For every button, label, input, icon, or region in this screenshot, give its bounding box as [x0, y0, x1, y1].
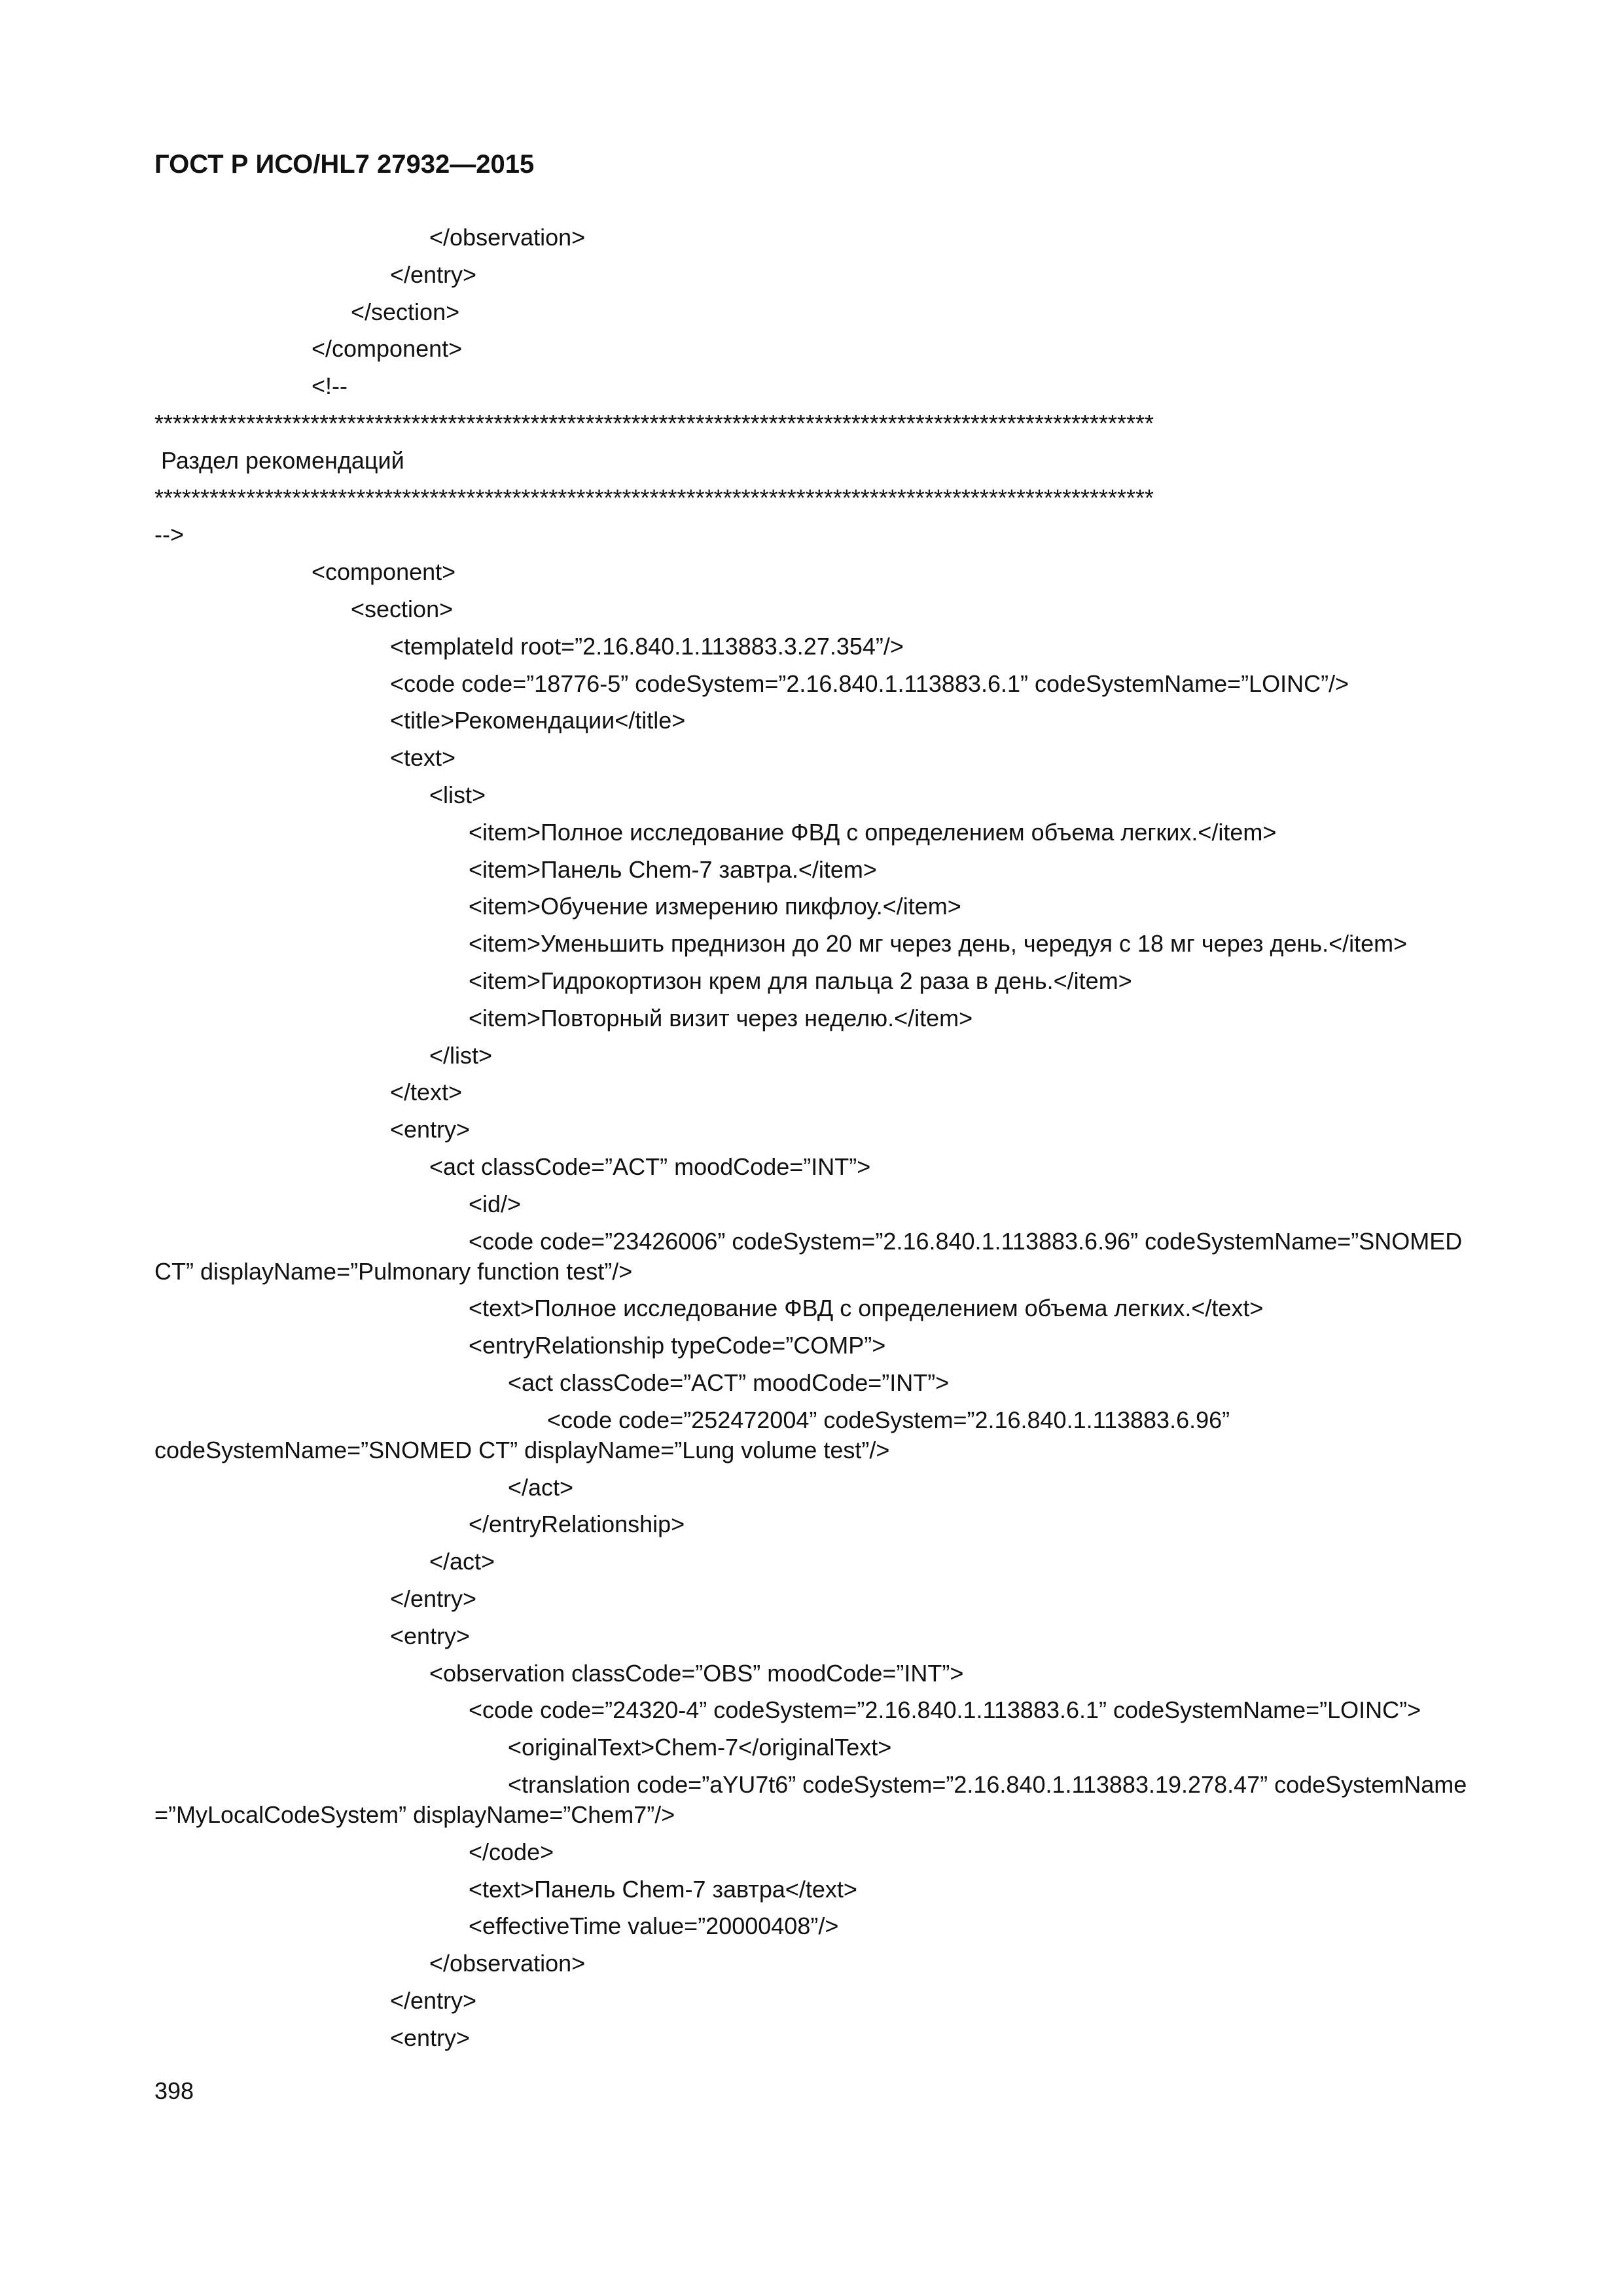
code-line: <text>Панель Chem-7 завтра</text>: [469, 1875, 857, 1903]
code-line: <effectiveTime value=”20000408”/>: [469, 1912, 839, 1940]
code-line: CT” displayName=”Pulmonary function test”/>: [154, 1257, 633, 1285]
code-line: </act>: [429, 1548, 495, 1575]
code-line: <code code=”18776-5” codeSystem=”2.16.840.1.113883.6.1” codeSystemName=”LOINC”/>: [390, 670, 1349, 697]
document-header: ГОСТ Р ИСО/HL7 27932—2015: [154, 150, 535, 179]
code-line: <item>Гидрокортизон крем для пальца 2 раза в день.</item>: [469, 967, 1132, 994]
code-line: </section>: [351, 298, 460, 325]
code-line: Раздел рекомендаций: [154, 446, 404, 474]
code-line: </text>: [390, 1079, 463, 1106]
code-line: <code code=”252472004” codeSystem=”2.16.840.1.113883.6.96”: [547, 1406, 1230, 1433]
code-line: <act classCode=”ACT” moodCode=”INT”>: [508, 1369, 950, 1396]
code-line: <list>: [429, 781, 486, 808]
code-line: </observation>: [429, 1950, 586, 1977]
code-line: </component>: [312, 335, 463, 363]
code-line: <component>: [312, 558, 456, 586]
code-line: codeSystemName=”SNOMED CT” displayName=”Lung volume test”/>: [154, 1436, 890, 1463]
code-line: <id/>: [469, 1190, 522, 1217]
code-line: <title>Рекомендации</title>: [390, 707, 686, 734]
code-line: </act>: [508, 1473, 574, 1501]
code-line: <item>Повторный визит через неделю.</item>: [469, 1004, 973, 1031]
code-line: -->: [154, 521, 184, 548]
code-line: <templateId root=”2.16.840.1.113883.3.27.354”/>: [390, 632, 904, 660]
code-line: <code code=”23426006” codeSystem=”2.16.840.1.113883.6.96” codeSystemName=”SNOMED: [469, 1227, 1463, 1255]
code-line: <observation classCode=”OBS” moodCode=”INT”>: [429, 1659, 964, 1687]
code-line: <entry>: [390, 1116, 471, 1143]
code-line: <item>Полное исследование ФВД с определением объема легких.</item>: [469, 818, 1277, 846]
code-line: <entry>: [390, 1622, 471, 1649]
code-line: </list>: [429, 1041, 493, 1069]
code-line: <code code=”24320-4” codeSystem=”2.16.840.1.113883.6.1” codeSystemName=”LOINC”>: [469, 1696, 1421, 1724]
code-line: </entry>: [390, 1987, 477, 2014]
code-line: <translation code=”aYU7t6” codeSystem=”2.16.840.1.113883.19.278.47” codeSystemName: [508, 1771, 1467, 1798]
code-line: <act classCode=”ACT” moodCode=”INT”>: [429, 1153, 871, 1180]
code-line: <text>Полное исследование ФВД с определением объема легких.</text>: [469, 1295, 1264, 1322]
code-line: </entryRelationship>: [469, 1511, 685, 1538]
code-line: <text>: [390, 744, 456, 772]
code-line: <entry>: [390, 2024, 471, 2051]
code-line: <section>: [351, 596, 454, 622]
code-line: </observation>: [429, 224, 586, 251]
code-line: <!--: [312, 372, 348, 400]
code-line: <item>Обучение измерению пикфлоу.</item>: [469, 893, 961, 920]
code-line: </entry>: [390, 260, 477, 288]
page-number: 398: [154, 2077, 194, 2104]
code-line: <item>Панель Chem-7 завтра.</item>: [469, 855, 877, 883]
code-line: <item>Уменьшить преднизон до 20 мг через день, чередуя с 18 мг через день.</item>: [469, 930, 1408, 958]
code-line: <originalText>Chem-7</originalText>: [508, 1734, 892, 1761]
code-line: </code>: [469, 1838, 554, 1865]
separator-line: *************************************************************************************************************: [154, 410, 1154, 437]
code-line: <entryRelationship typeCode=”COMP”>: [469, 1332, 886, 1359]
separator-line: *************************************************************************************************************: [154, 484, 1154, 511]
code-line: </entry>: [390, 1585, 477, 1612]
code-line: =”MyLocalCodeSystem” displayName=”Chem7”/>: [154, 1801, 675, 1828]
